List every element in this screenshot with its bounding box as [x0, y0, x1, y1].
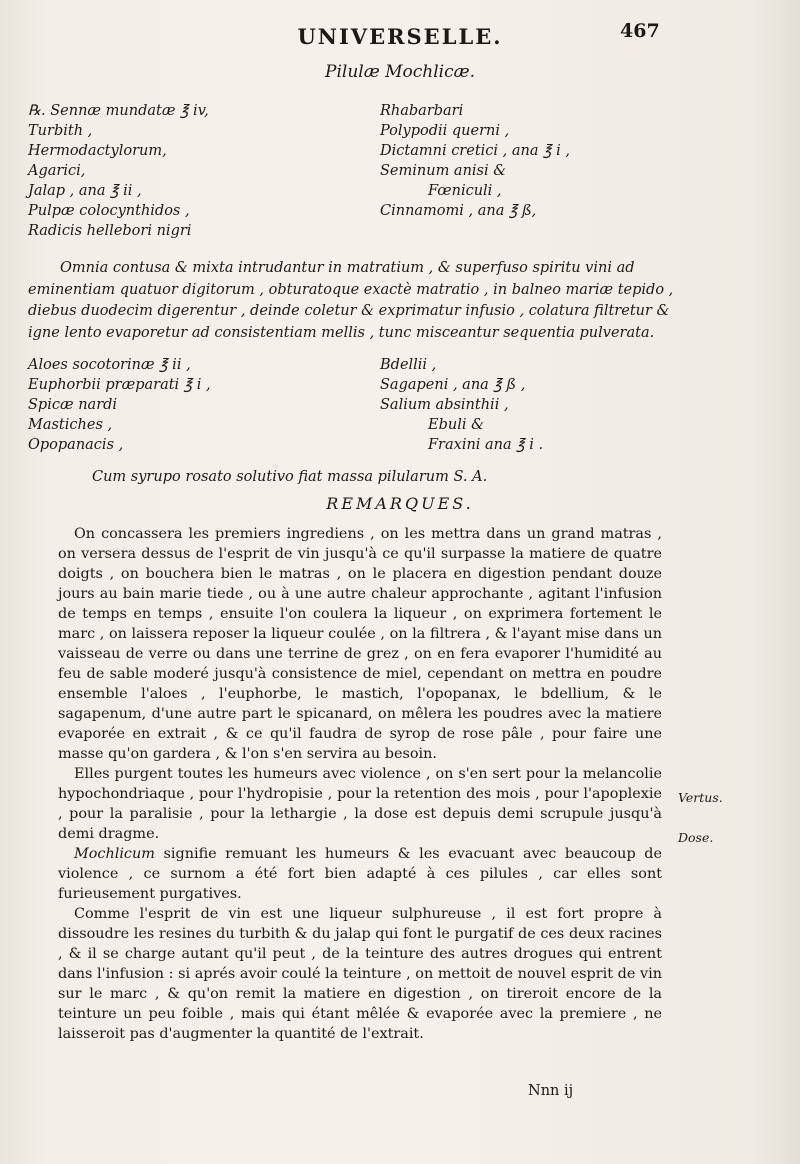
recipe-line: Rhabarbari	[380, 103, 464, 119]
margin-note-vertus: Vertus.	[678, 790, 723, 805]
recipe-line: Ebuli &	[428, 417, 484, 433]
recipe-line: Cinnamomi , ana ℥ ß,	[380, 203, 537, 219]
remark-paragraph: On concassera les premiers ingrediens , on les mettra dans un grand matras , on versera dessus de l'esprit de vin jusqu'à ce qu'il surpasse la matiere de quatre doigts , on bouchera bien le matras , on le placera en digestion pendant douze jours au bain marie tiede , ou à une autre chaleur approchante , agitant l'infusion de temps en temps , ensuite l'on coulera la liqueur , on exprimera fortement le marc , on laissera reposer la liqueur coulée , on la filtrera , & l'ayant mise dans un vaisseau de verre ou dans une terrine de grez , on en fera evaporer l'humidité au feu de sable moderé jusqu'à consistence de miel, cependant on mettra en poudre ensemble l'aloes , l'euphorbe, le mastich, l'opopanax, le bdellium, & le sagapenum, d'une autre part le spicanard, on mêlera les poudres avec la matiere evaporée en extrait , & ce qu'il faudra de syrop de rose pâle , pour faire une masse qu'on gardera , & l'on s'en servira au besoin.	[58, 526, 662, 762]
recipe-line: Seminum anisi &	[380, 163, 507, 179]
instruction-line: Omnia contusa & mixta intrudantur in matratium , & superfuso spiritu vini ad	[60, 260, 635, 276]
recipe1-left-column	[28, 101, 209, 241]
recipe-line: Bdellii ,	[380, 357, 437, 373]
instruction-line: eminentiam quatuor digitorum , obturatoque exactè matratio , in balneo mariæ tepido ,	[28, 281, 674, 298]
instruction-line: diebus duodecim digerentur , deinde coletur & exprimatur infusio , colatura filtretur &	[28, 303, 670, 319]
recipe-line: Dictamni cretici , ana ℥ i ,	[380, 143, 570, 159]
recipe2-right-column	[380, 355, 543, 455]
recipe-line: Mastiches ,	[28, 417, 113, 433]
recipe-line: Turbith ,	[28, 123, 93, 139]
remark-paragraph-text: signifie remuant les humeurs & les evacuant avec beaucoup de violence , ce surnom a été fort bien adapté à ces pilules , car elles sont furieusement purgatives.	[58, 846, 662, 902]
recipe-line: Agarici,	[28, 163, 86, 179]
remarques-heading: REMARQUES.	[326, 494, 474, 513]
syrup-line: Cum syrupo rosato solutivo fiat massa pilularum S. A.	[92, 469, 488, 485]
latin-instructions	[28, 258, 674, 344]
recipe-line: Opopanacis ,	[28, 437, 124, 453]
recipe-line: Fœniculi ,	[428, 183, 502, 199]
recipe-line: Polypodii querni ,	[380, 123, 510, 139]
recipe-line: Sagapeni , ana ℥ ß ,	[380, 377, 526, 393]
recipe-line: Jalap , ana ℥ ii ,	[28, 183, 142, 199]
recipe-line: Pulpæ colocynthidos ,	[28, 203, 190, 219]
recipe-line: Euphorbii præparati ℥ i ,	[28, 377, 211, 393]
running-header: UNIVERSELLE.	[297, 24, 503, 49]
mochlicum-term: Mochlicum	[74, 846, 155, 862]
remark-paragraph: Comme l'esprit de vin est une liqueur sulphureuse , il est fort propre à dissoudre les resines du turbith & du jalap qui font le purgatif de ces deux racines , & il se charge autant qu'il peut , de la teinture des autres drogues qui entrent dans l'infusion : si aprés avoir coulé la teinture , on mettoit de nouvel esprit de vin sur le marc , & qu'on remit la matiere en digestion , on tireroit encore de la teinture un peu foible , mais qui étant mêlée & evaporée avec la premiere , ne laisseroit pas d'augmenter la quantité de l'extrait.	[58, 906, 662, 1042]
signature-mark: Nnn ij	[528, 1083, 574, 1099]
section-title: Pilulæ Mochlicæ.	[325, 62, 475, 82]
recipe-line: Hermodactylorum,	[28, 143, 167, 159]
recipe-line: Radicis hellebori nigri	[28, 223, 192, 239]
recipe-line: Spicæ nardi	[28, 397, 118, 413]
remarks-body	[58, 524, 662, 1044]
remark-paragraph	[58, 844, 662, 904]
recipe2-left-column	[28, 355, 211, 455]
page-number: 467	[620, 20, 660, 42]
recipe-line: Aloes socotorinæ ℥ ii ,	[28, 357, 191, 373]
margin-note-dose: Dose.	[678, 830, 714, 845]
recipe-line: Fraxini ana ℥ i .	[428, 437, 544, 453]
remark-paragraph: Elles purgent toutes les humeurs avec violence , on s'en sert pour la melancolie hypochondriaque , pour l'hydropisie , pour la retention des mois , pour l'apoplexie , pour la paralisie , pour la lethargie , la dose est depuis demi scrupule jusqu'à demi dragme.	[58, 766, 662, 842]
recipe-line: Salium absinthii ,	[380, 397, 509, 413]
instruction-line: igne lento evaporetur ad consistentiam mellis , tunc misceantur sequentia pulverata.	[28, 324, 655, 341]
recipe-line: ℞. Sennæ mundatæ ℥ iv,	[28, 103, 209, 119]
recipe1-right-column	[380, 101, 570, 221]
